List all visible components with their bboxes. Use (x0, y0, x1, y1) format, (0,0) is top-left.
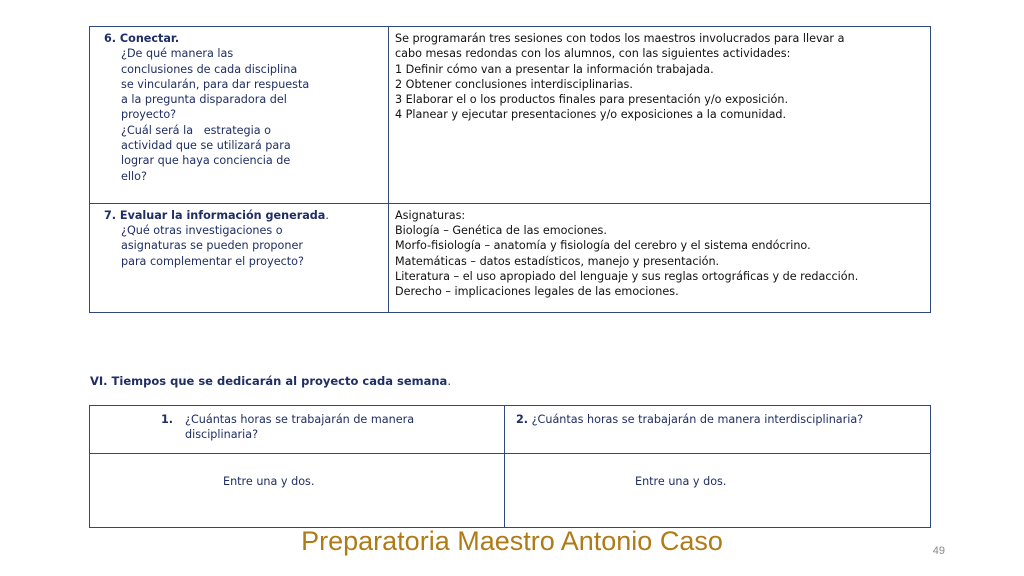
question-line: se vincularán, para dar respuesta (121, 77, 310, 91)
answer-line: Matemáticas – datos estadísticos, manejo y presentación. (395, 254, 720, 268)
question-line: a la pregunta disparadora del (121, 93, 287, 107)
answer-line: Asignaturas: (395, 208, 466, 222)
footer-school-name: Preparatoria Maestro Antonio Caso (301, 526, 723, 556)
step-7-question-cell (90, 203, 389, 312)
page-number: 49 (932, 545, 945, 557)
disciplinary-hours-answer: Entre una y dos. (223, 475, 315, 488)
step-6-answer-cell (389, 27, 931, 204)
table-row (90, 406, 931, 454)
interdisciplinary-question (506, 412, 929, 427)
step-7-heading (104, 208, 384, 223)
question-number: 1. (161, 413, 174, 426)
disciplinary-hours-header (90, 406, 505, 454)
interdisciplinary-hours-answer: Entre una y dos. (635, 475, 727, 488)
question-line: conclusiones de cada disciplina (121, 62, 298, 76)
answer-line: Derecho – implicaciones legales de las emociones. (395, 285, 679, 299)
question-text: ¿Cuántas horas se trabajarán de manera interdisciplinaria? (531, 413, 864, 426)
question-line: actividad que se utilizará para (121, 139, 291, 153)
question-line: lograr que haya conciencia de (121, 154, 291, 168)
step-6-question-cell (90, 27, 389, 204)
step-7-title-period: . (325, 208, 329, 222)
disciplinary-hours-answer-cell (90, 454, 505, 528)
answer-line: 2 Obtener conclusiones interdisciplinarias. (395, 77, 633, 91)
question-line: ¿De qué manera las (121, 47, 234, 61)
answer-line: Se programarán tres sesiones con todos los maestros involucrados para llevar a (395, 32, 845, 45)
step-6-title: 6. Conectar. (104, 32, 180, 45)
answer-line: 3 Elaborar el o los productos finales para presentación y/o exposición. (395, 93, 789, 107)
answer-line: Literatura – el uso apropiado del lenguaje y sus reglas ortográficas y de redacción. (395, 270, 859, 283)
time-section-title (90, 374, 451, 388)
question-number: 2. (516, 413, 529, 426)
question-line: ello? (121, 169, 147, 183)
answer-line: Biología – Genética de las emociones. (395, 224, 607, 238)
table-row (90, 454, 931, 528)
question-line: ¿Qué otras investigaciones o (121, 224, 283, 238)
answer-line: 4 Planear y ejecutar presentaciones y/o exposiciones a la comunidad. (395, 108, 787, 122)
question-line: ¿Cuál será la estrategia o (121, 123, 272, 137)
step-6-questions (104, 46, 384, 184)
question-line: para complementar el proyecto? (121, 254, 304, 268)
question-line: proyecto? (121, 108, 177, 122)
interdisciplinary-hours-header (505, 406, 931, 454)
question-text-continued: disciplinaria? (185, 428, 259, 441)
answer-line: cabo mesas redondas con los alumnos, con las siguientes actividades: (395, 47, 791, 61)
answer-line: Morfo-fisiología – anatomía y fisiología del cerebro y el sistema endócrino. (395, 239, 811, 253)
question-text: ¿Cuántas horas se trabajarán de manera (185, 413, 415, 426)
step-7-answer-cell (389, 203, 931, 312)
interdisciplinary-hours-answer-cell (505, 454, 931, 528)
time-section-title-text: VI. Tiempos que se dedicarán al proyecto cada semana (90, 374, 448, 388)
time-table (89, 405, 931, 528)
step-7-title: 7. Evaluar la información generada (104, 208, 326, 222)
answer-line: 1 Definir cómo van a presentar la información trabajada. (395, 62, 714, 76)
table-row (90, 27, 931, 204)
time-section-title-period: . (447, 374, 451, 388)
step-7-questions (104, 223, 384, 269)
disciplinary-question (91, 412, 503, 442)
project-steps-table (89, 26, 931, 313)
question-line: asignaturas se pueden proponer (121, 239, 303, 253)
table-row (90, 203, 931, 312)
